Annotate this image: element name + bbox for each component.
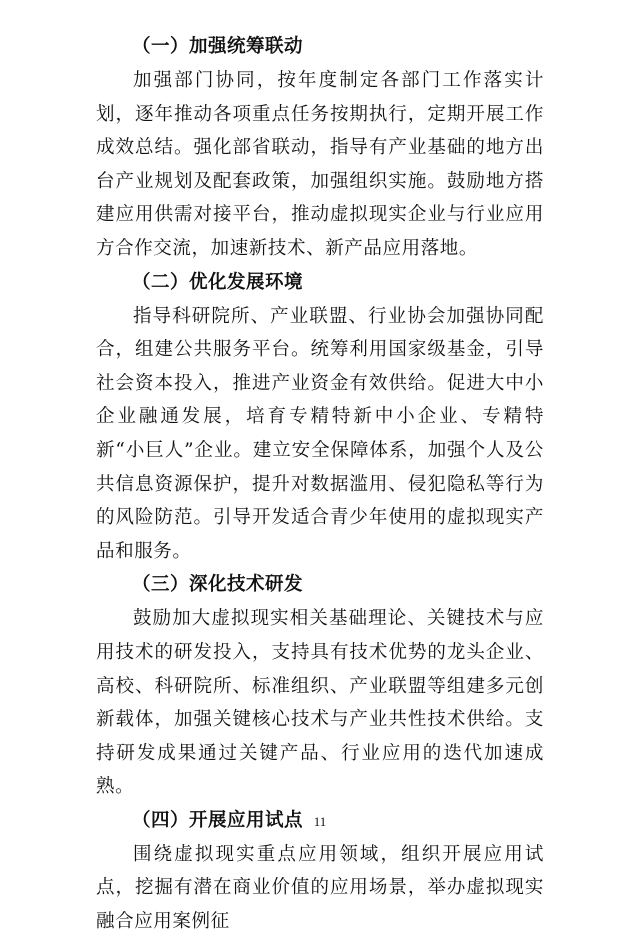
section-2 — [96, 266, 544, 569]
section-paragraph: 围绕虚拟现实重点应用领域，组织开展应用试点，挖掘有潜在商业价值的应用场景，举办虚拟现实融合应用案例征 — [96, 843, 544, 933]
section-heading: （三）深化技术研发 — [132, 574, 304, 596]
document-page — [96, 30, 544, 939]
section-paragraph: 指导科研院所、产业联盟、行业协会加强协同配合，组建公共服务平台。统筹利用国家级基金，引导社会资本投入，推进产业资金有效供给。促进大中小企业融通发展，培育专精特新中小企业、专精特新“小巨人”企业。建立安全保障体系，加强个人及公共信息资源保护，提升对数据滥用、侵犯隐私等行为的风险防范。引导开发适合青少年使用的虚拟现实产品和服务。 — [96, 305, 544, 562]
section-3 — [96, 568, 544, 804]
section-heading: （二）优化发展环境 — [132, 271, 304, 293]
section-1 — [96, 30, 544, 266]
page-number: 11 — [313, 814, 327, 829]
section-paragraph: 鼓励加大虚拟现实相关基础理论、关键技术与应用技术的研发投入，支持具有技术优势的龙头企业、高校、科研院所、标准组织、产业联盟等组建多元创新载体，加强关键核心技术与产业共性技术供给。支持研发成果通过关键产品、行业应用的迭代加速成熟。 — [96, 608, 544, 798]
section-heading: （四）开展应用试点 — [132, 809, 304, 831]
section-paragraph: 加强部门协同，按年度制定各部门工作落实计划，逐年推动各项重点任务按期执行，定期开展工作成效总结。强化部省联动，指导有产业基础的地方出台产业规划及配套政策，加强组织实施。鼓励地方搭建应用供需对接平台，推动虚拟现实企业与行业应用方合作交流，加速新技术、新产品应用落地。 — [96, 70, 544, 259]
section-heading: （一）加强统筹联动 — [132, 36, 304, 57]
